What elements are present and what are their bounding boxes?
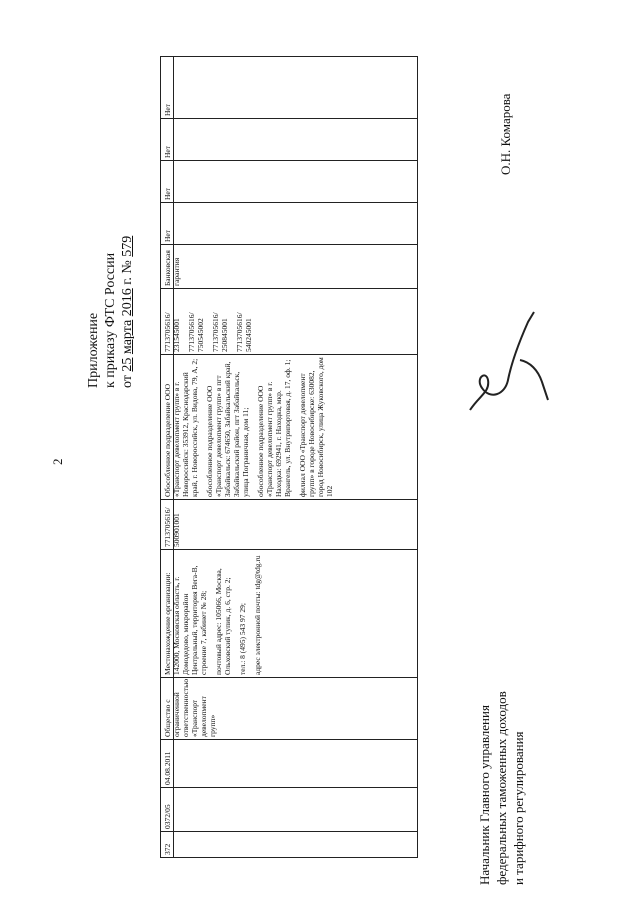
cell-col-c: Нет bbox=[161, 118, 417, 160]
handwritten-signature bbox=[450, 300, 560, 440]
date-prefix: от bbox=[120, 375, 135, 388]
cell-date: 04.08.2011 bbox=[161, 739, 417, 787]
order-reference: к приказу ФТС России bbox=[103, 252, 118, 388]
appendix-title: Приложение bbox=[86, 312, 101, 388]
date-month: марта bbox=[120, 319, 135, 355]
cell-branches: Обособленное подразделение ООО «Транспорт девелопмент групп» в г. Новороссийск: 353912, Краснодарский край, г. Новороссийск, ул. Видова, 79, А, 2; обособленное подразделение ООО «Транспорт девелопмент групп» в пгт Забайкальск: 674650, Забайкальский край, Забайкальский район, пгт Забайкальск, улица Пограничная, дом 11; обособленное подразделение ООО «Транспорт девелопмент групп» в г. Находка: 692941, г. Находка, мкр. Врангель, ул. Внутрипортовая, д. 17, оф. 1; филиал ООО «Транспорт девелопмент групп» в городе Новосибирске: 630082, город Новосибирск, улица Жуковского, дом 102 bbox=[161, 354, 417, 499]
number-sign: № bbox=[120, 260, 135, 274]
cell-col-b: Нет bbox=[161, 160, 417, 202]
appendix-header bbox=[85, 236, 136, 388]
footer-line-2: федеральных таможенных доходов bbox=[494, 691, 509, 885]
date-year: 2016 bbox=[120, 288, 135, 317]
footer-line-3: и тарифного регулирования bbox=[511, 731, 526, 885]
registry-table bbox=[160, 56, 418, 858]
cell-org-name: Общество с ограниченной ответственностью «Транспорт девелопмент групп» bbox=[161, 677, 417, 739]
cell-reg-number: 0372/05 bbox=[161, 787, 417, 831]
order-date bbox=[119, 236, 136, 388]
order-number: 579 bbox=[120, 235, 135, 257]
cell-inn-kpp: 7713705616/ 500901001 bbox=[161, 499, 417, 549]
cell-guarantee: Банковская гарантия bbox=[161, 244, 417, 288]
signer-name: О.Н. Комарова bbox=[498, 93, 513, 175]
cell-index: 372 bbox=[161, 831, 417, 857]
cell-col-a: Нет bbox=[161, 202, 417, 244]
year-suffix: г. bbox=[120, 277, 135, 285]
cell-branch-codes: 7713705616/ 231545001 7713705616/ 750545002 7713705616/ 250845001 7713705616/ 540245001 bbox=[161, 288, 417, 354]
date-day: 25 bbox=[120, 357, 135, 372]
footer-position bbox=[476, 691, 527, 885]
page-number: 2 bbox=[50, 458, 65, 465]
cell-address: Местонахождение организации: 142000, Московская область, г. Домодедово, микрорайон Центральный, территория Вега-В, строение 7, кабинет № 28; почтовый адрес: 105066, Москва, Ольховский тупик, д. 6, стр. 2; тел.: 8 (495) 543 97 29; адрес электронной почты: tdg@tdg.ru bbox=[161, 549, 417, 677]
footer-line-1: Начальник Главного управления bbox=[477, 705, 492, 885]
cell-col-d: Нет bbox=[163, 103, 172, 116]
